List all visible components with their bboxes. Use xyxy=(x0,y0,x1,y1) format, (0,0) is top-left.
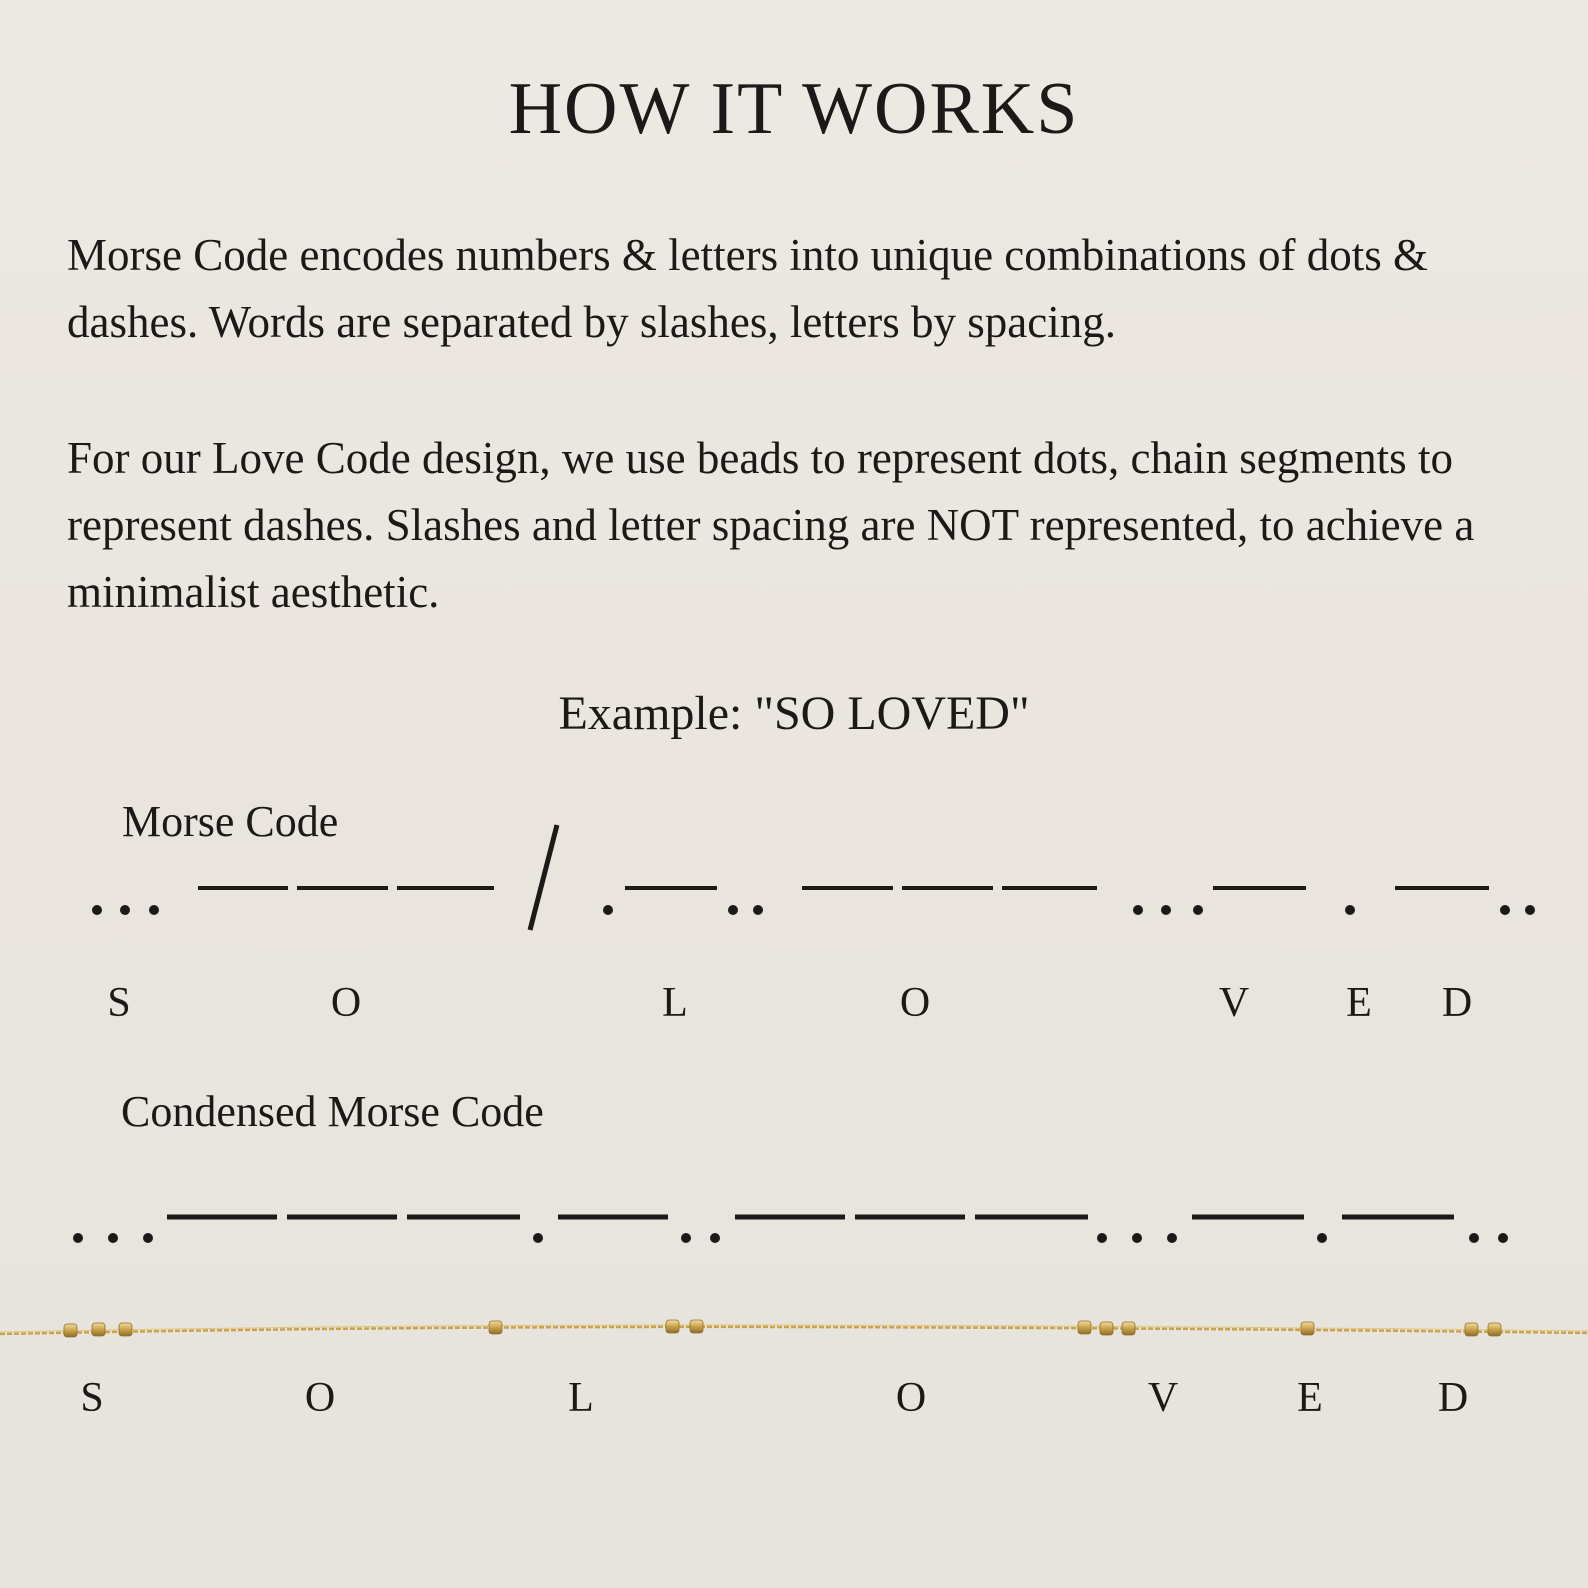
design-paragraph: For our Love Code design, we use beads to represent dots, chain segments to represent dashes. Slashes and letter spacing are NOT represented, to achieve a minimalist aesthetic. xyxy=(67,433,1475,617)
dot xyxy=(1097,1233,1107,1243)
bead xyxy=(1100,1322,1113,1335)
morse-letter: E xyxy=(1346,980,1372,1026)
morse-code-diagram xyxy=(0,820,1588,950)
condensed-letter: E xyxy=(1297,1375,1323,1421)
morse-letter: L xyxy=(662,980,688,1026)
morse-l-symbols xyxy=(603,888,763,915)
condensed-letter: O xyxy=(895,1375,927,1421)
dot xyxy=(681,1233,691,1243)
bead xyxy=(1078,1321,1091,1334)
dot xyxy=(1469,1233,1479,1243)
morse-letter: O xyxy=(330,980,362,1026)
gold-chain-image xyxy=(0,1295,1588,1345)
bead xyxy=(666,1320,679,1333)
dot xyxy=(1167,1233,1177,1243)
dot xyxy=(108,1233,118,1243)
bead xyxy=(1488,1323,1501,1336)
dot xyxy=(149,905,159,915)
dot xyxy=(753,905,763,915)
morse-s-dots xyxy=(92,905,159,915)
bead xyxy=(1122,1322,1135,1335)
bead xyxy=(690,1320,703,1333)
dot xyxy=(1132,1233,1142,1243)
condensed-letter: S xyxy=(80,1375,104,1421)
dot xyxy=(143,1233,153,1243)
condensed-letter: L xyxy=(568,1375,594,1421)
dot xyxy=(1317,1233,1327,1243)
morse-letter: D xyxy=(1441,980,1473,1026)
bead xyxy=(1465,1323,1478,1336)
condensed-letter: V xyxy=(1147,1375,1179,1421)
bead xyxy=(92,1323,105,1336)
morse-v-symbols xyxy=(1133,888,1306,915)
morse-d-symbols xyxy=(1395,888,1535,915)
dot xyxy=(92,905,102,915)
dot xyxy=(73,1233,83,1243)
bead xyxy=(119,1323,132,1336)
dot xyxy=(120,905,130,915)
morse-e-dot xyxy=(1345,905,1355,915)
dot xyxy=(1133,905,1143,915)
condensed-morse-label: Condensed Morse Code xyxy=(121,1087,544,1136)
dot xyxy=(533,1233,543,1243)
morse-code-label: Morse Code xyxy=(122,797,339,846)
intro-paragraph: Morse Code encodes numbers & letters into unique combinations of dots & dashes. Words are separated by slashes, letters by spacing. xyxy=(67,230,1429,347)
dot xyxy=(1161,905,1171,915)
condensed-morse-diagram xyxy=(0,1180,1588,1250)
condensed-letter: O xyxy=(304,1375,336,1421)
morse-letter: O xyxy=(899,980,931,1026)
dot xyxy=(603,905,613,915)
dot xyxy=(1498,1233,1508,1243)
bead xyxy=(489,1321,502,1334)
bead xyxy=(64,1324,77,1337)
example-heading: Example: "SO LOVED" xyxy=(558,687,1030,740)
morse-letter: S xyxy=(107,980,131,1026)
dot xyxy=(1525,905,1535,915)
condensed-letter: D xyxy=(1437,1375,1469,1421)
dot xyxy=(1500,905,1510,915)
dot xyxy=(1193,905,1203,915)
dot xyxy=(728,905,738,915)
word-slash xyxy=(530,825,557,930)
dot xyxy=(710,1233,720,1243)
bead xyxy=(1301,1322,1314,1335)
page-title: HOW IT WORKS xyxy=(508,68,1080,150)
morse-letter: V xyxy=(1218,980,1250,1026)
